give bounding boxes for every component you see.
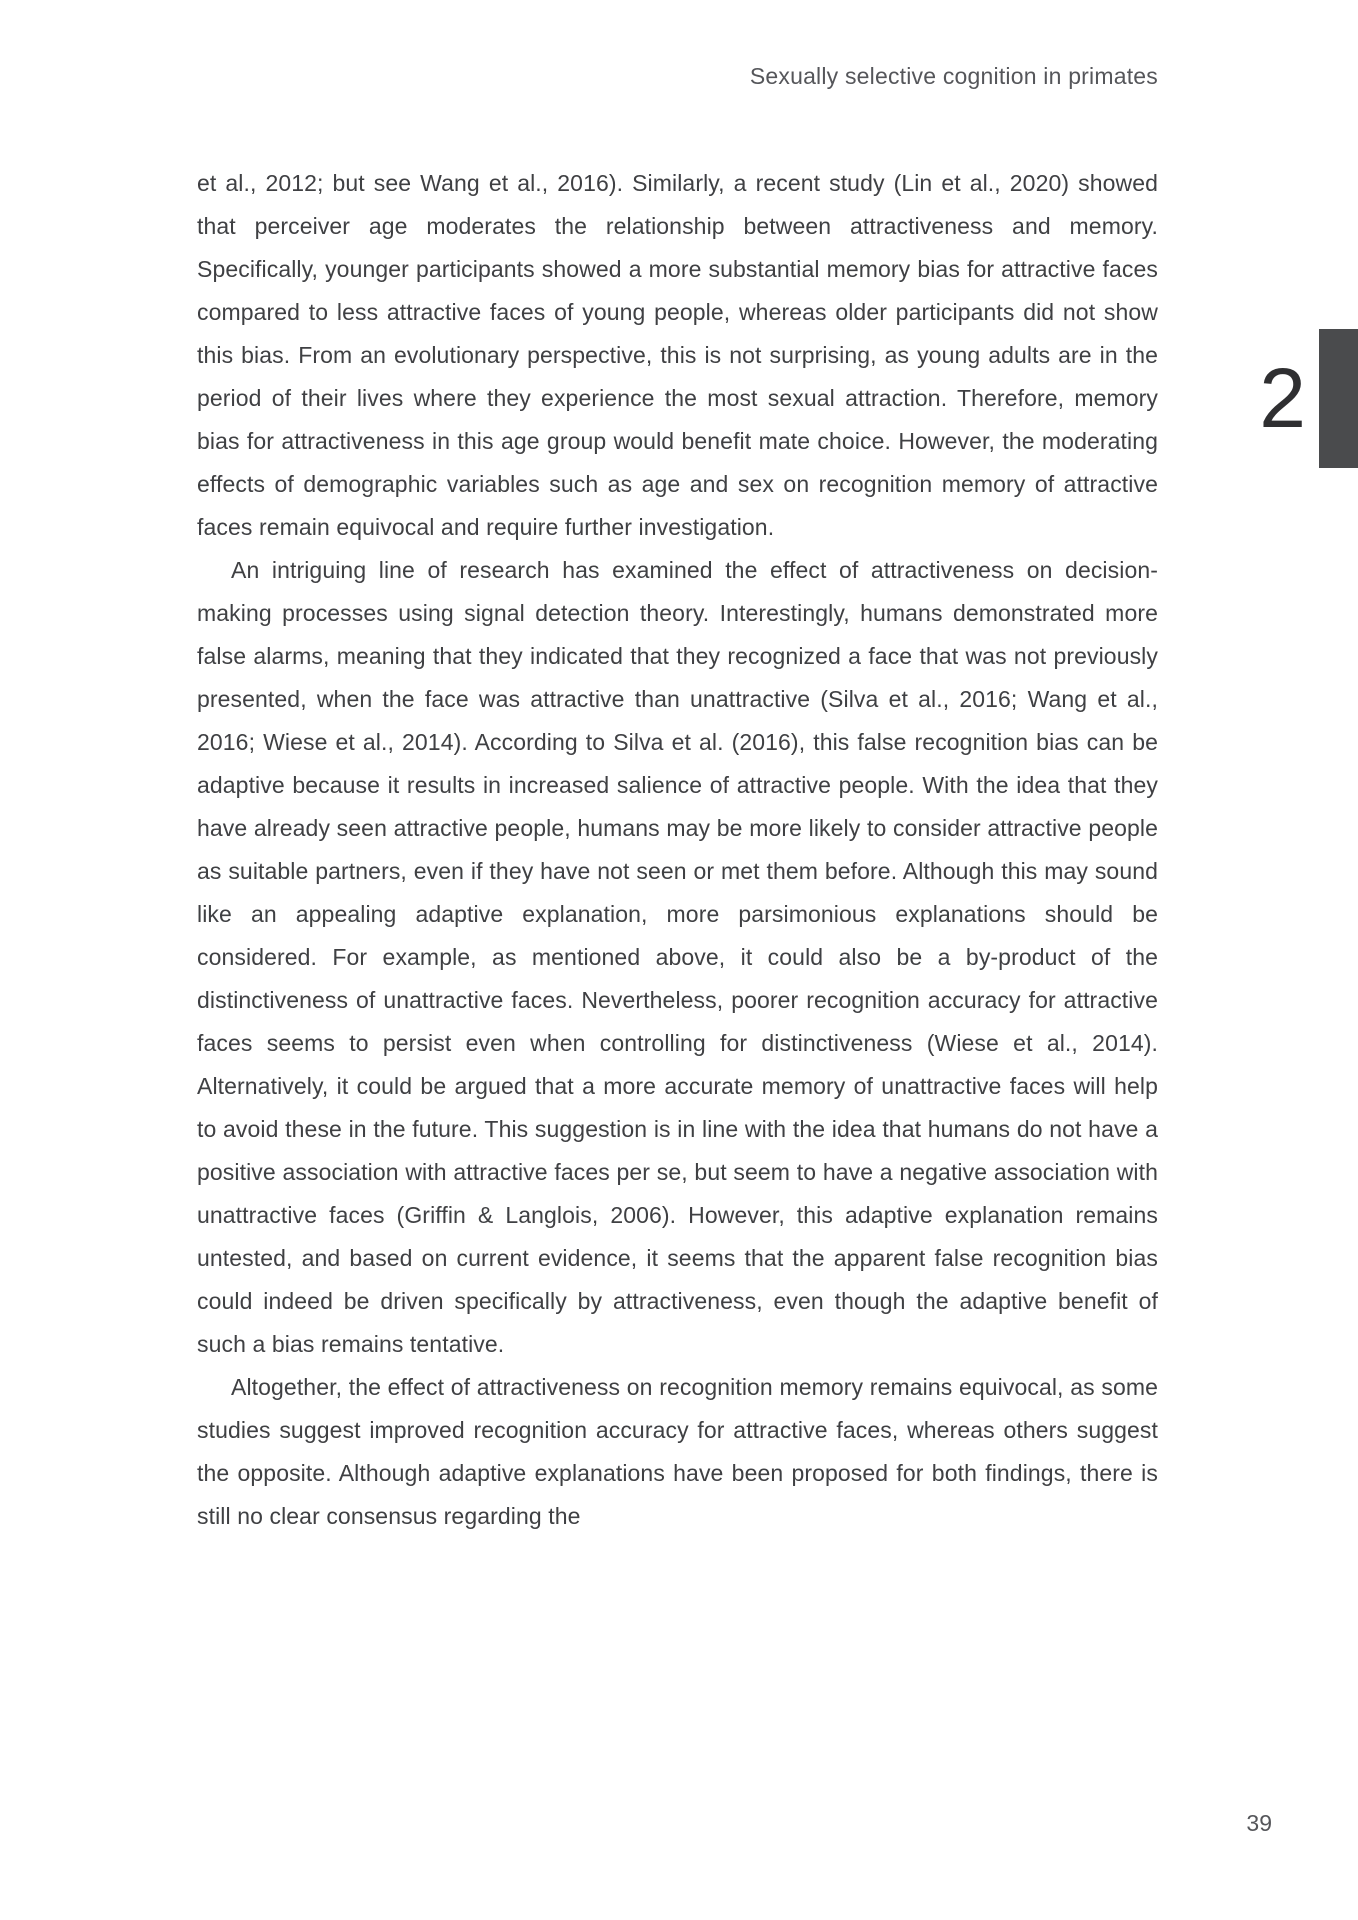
paragraph: An intriguing line of research has examined the effect of attractiveness on decision-making processes using signal detection theory. Interestingly, humans demonstrated more false alarms, meaning that they indicated that they recognized a face that was not previously presented, when the face was attractive than unattractive (Silva et al., 2016; Wang et al., 2016; Wiese et al., 2014). According to Silva et al. (2016), this false recognition bias can be adaptive because it results in increased salience of attractive people. With the idea that they have already seen attractive people, humans may be more likely to consider attractive people as suitable partners, even if they have not seen or met them before. Although this may sound like an appealing adaptive explanation, more parsimonious explanations should be considered. For example, as mentioned above, it could also be a by-product of the distinctiveness of unattractive faces. Nevertheless, poorer recognition accuracy for attractive faces seems to persist even when controlling for distinctiveness (Wiese et al., 2014). Alternatively, it could be argued that a more accurate memory of unattractive faces will help to avoid these in the future. This suggestion is in line with the idea that humans do not have a positive association with attractive faces per se, but seem to have a negative association with unattractive faces (Griffin & Langlois, 2006). However, this adaptive explanation remains untested, and based on current evidence, it seems that the apparent false recognition bias could indeed be driven specifically by attractiveness, even though the adaptive benefit of such a bias remains tentative. [197,557,1158,1357]
page-number: 39 [1246,1810,1272,1836]
chapter-number: 2 [1259,351,1306,445]
paragraph: Altogether, the effect of attractiveness on recognition memory remains equivocal, as some studies suggest improved recognition accuracy for attractive faces, whereas others suggest the opposite. Although adaptive explanations have been proposed for both findings, there is still no clear consensus regarding the [197,1374,1158,1529]
chapter-tab [1319,329,1358,468]
running-header: Sexually selective cognition in primates [749,63,1158,89]
paragraph: et al., 2012; but see Wang et al., 2016). Similarly, a recent study (Lin et al., 2020) showed that perceiver age moderates the relationship between attractiveness and memory. Specifically, younger participants showed a more substantial memory bias for attractive faces compared to less attractive faces of young people, whereas older participants did not show this bias. From an evolutionary perspective, this is not surprising, as young adults are in the period of their lives where they experience the most sexual attraction. Therefore, memory bias for attractiveness in this age group would benefit mate choice. However, the moderating effects of demographic variables such as age and sex on recognition memory of attractive faces remain equivocal and require further investigation. [197,170,1158,540]
body-text-column [197,162,1158,1538]
